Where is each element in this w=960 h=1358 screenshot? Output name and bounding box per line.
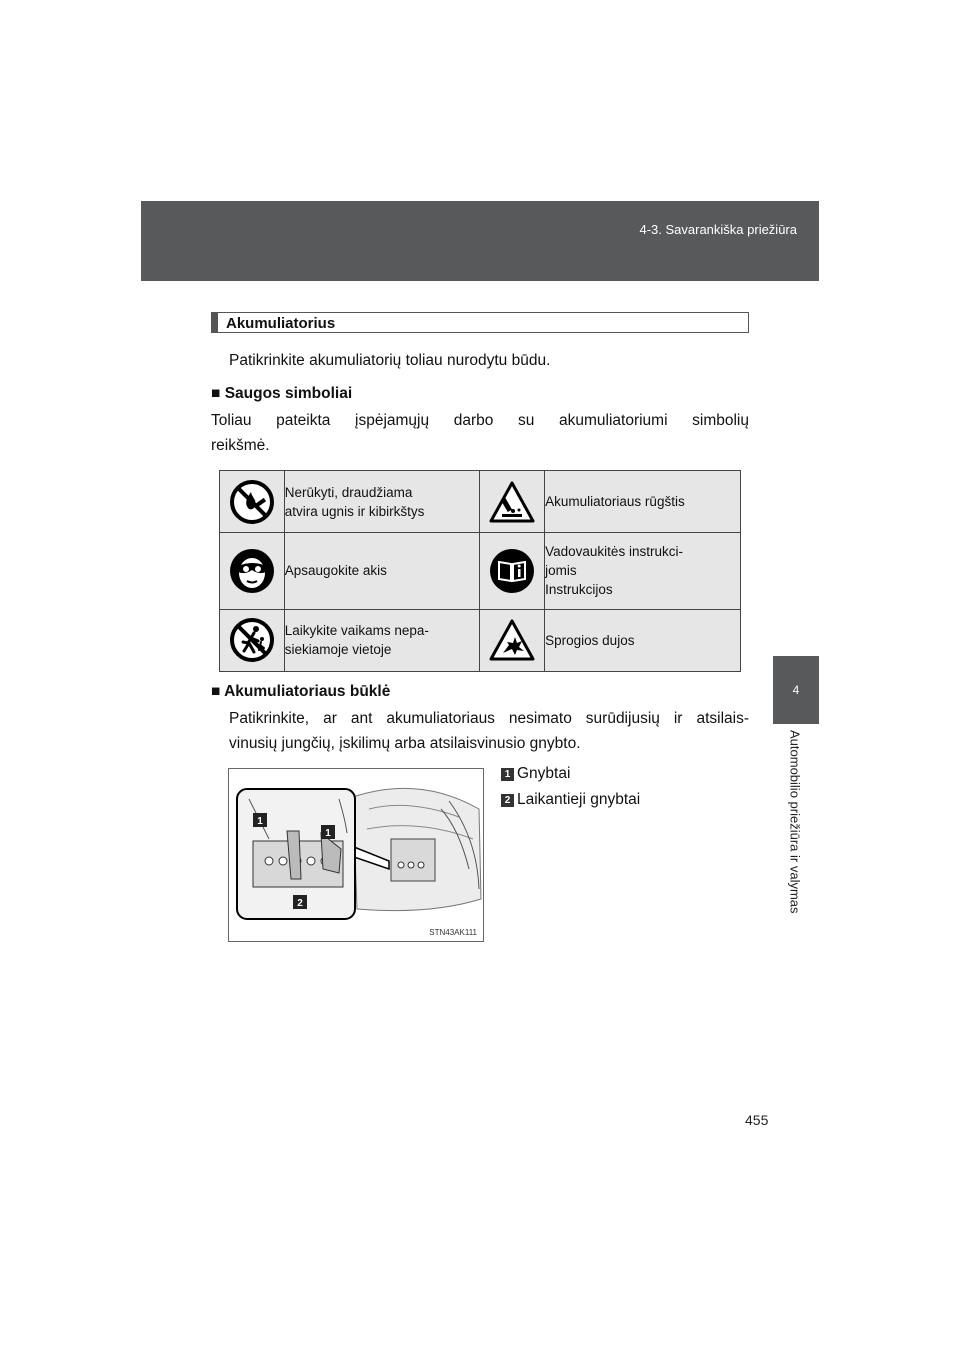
section-marker [212,313,218,332]
header-band [141,201,819,281]
battery-figure [228,768,484,942]
eye-protection-icon [229,548,275,594]
bullet-square-icon: ■ [211,683,221,700]
page-number: 455 [745,1112,769,1128]
chapter-tab [773,656,819,724]
symbol-cell [480,533,545,610]
symbol-cell [480,609,545,671]
header-section-title: 4-3. Savarankiška priežiūra [639,222,797,237]
condition-heading [211,683,390,701]
battery-acid-warning-icon [489,480,535,524]
keep-children-away-icon [229,617,275,663]
symbol-cell [220,533,285,610]
chapter-title: Automobilio priežiūra ir valymas [787,730,803,914]
symbol-description: Nerūkyti, draudžiama atvira ugnis ir kibirkštys [284,471,480,533]
svg-text:2: 2 [297,898,303,909]
symbol-description: Laikykite vaikams nepa- siekiamoje vietoje [284,609,480,671]
symbol-cell [220,471,285,533]
explosive-gas-warning-icon [489,618,535,662]
condition-heading-text: Akumuliatoriaus būklė [224,683,391,700]
safety-text-line2: reikšmė. [211,437,270,454]
symbol-cell [480,471,545,533]
figure-code: STN43AK111 [429,928,477,937]
symbol-description: Akumuliatoriaus rūgštis [545,471,741,533]
chapter-number: 4 [792,683,800,697]
safety-symbols-table [219,470,741,672]
callout-item [501,765,570,783]
safety-heading-text: Saugos simboliai [224,385,353,402]
safety-text-line1: Toliau pateikta įspėjamųjų darbo su akumuliatoriumi simbolių [211,412,749,429]
table-row [220,471,741,533]
symbol-description: Apsaugokite akis [284,533,480,610]
section-title: Akumuliatorius [226,315,336,332]
callout-label: Laikantieji gnybtai [517,791,641,808]
section-intro: Patikrinkite akumuliatorių toliau nurodytu būdu. [229,352,551,369]
callout-number-badge: 2 [501,794,514,807]
callout-item [501,791,640,809]
no-smoking-flame-icon [229,479,275,525]
table-row [220,533,741,610]
svg-text:1: 1 [257,816,263,827]
read-instructions-icon [489,548,535,594]
condition-text-line2: vinusių jungčių, įskilimų arba atsilaisvinusio gnybto. [229,735,581,752]
callout-label: Gnybtai [517,765,571,782]
condition-text-line1: Patikrinkite, ar ant akumuliatoriaus nesimato surūdijusių ir atsilais- [229,710,749,727]
safety-heading [211,385,352,403]
battery-illustration [229,769,484,942]
callout-number-badge: 1 [501,768,514,781]
bullet-square-icon: ■ [211,385,221,402]
table-row [220,609,741,671]
symbol-description: Sprogios dujos [545,609,741,671]
symbol-cell [220,609,285,671]
symbol-description: Vadovaukitės instrukci- jomis Instrukcijos [545,533,741,610]
section-header [211,312,749,333]
svg-text:1: 1 [325,828,331,839]
